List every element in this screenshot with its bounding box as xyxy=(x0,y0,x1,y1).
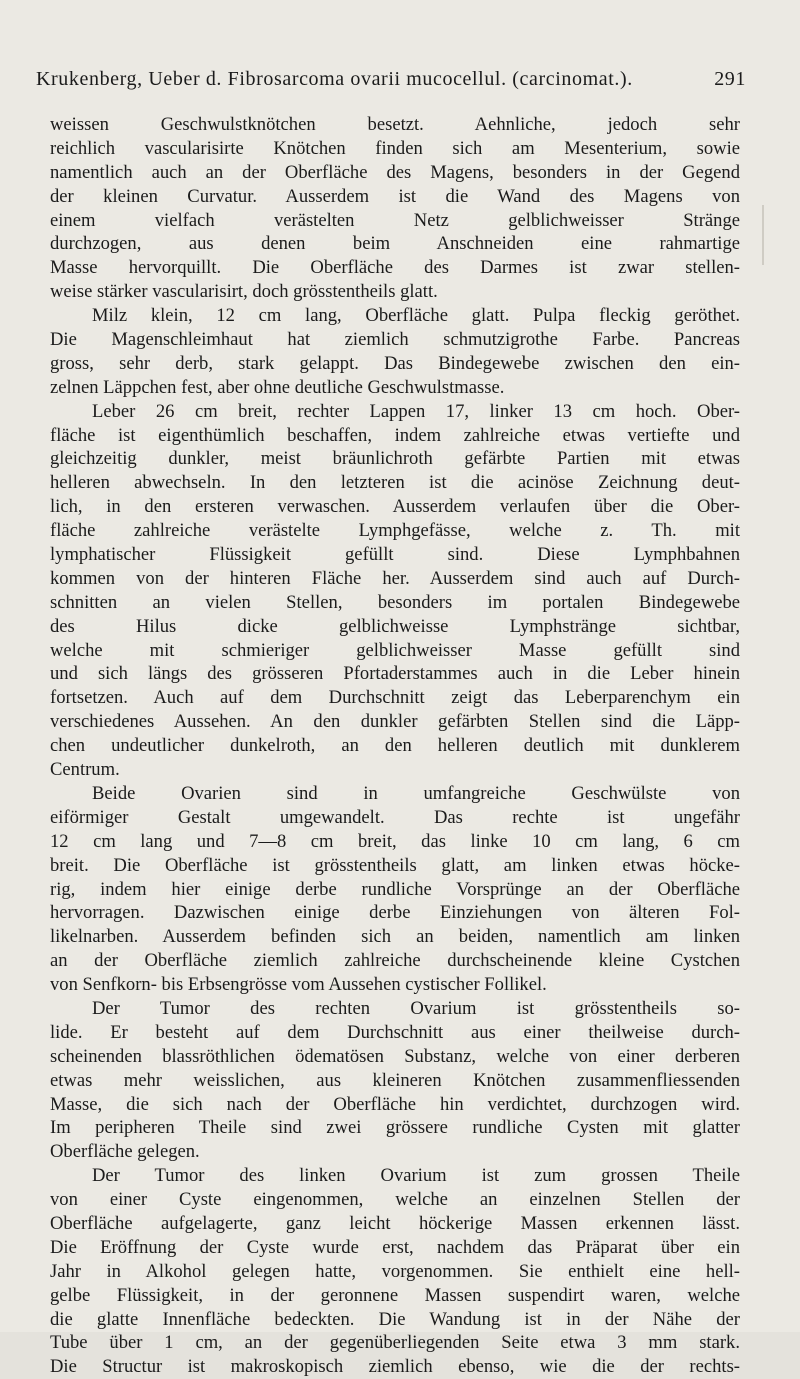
text-line: Centrum. xyxy=(50,759,120,781)
text-line: weissen Geschwulstknötchen besetzt. Aehnliche, jedoch sehr xyxy=(50,114,740,135)
text-line: Die Structur ist makroskopisch ziemlich ebenso, wie die der rechts- xyxy=(50,1356,740,1378)
text-line: und sich längs des grösseren Pfortaderstammes auch in die Leber hinein xyxy=(50,663,740,685)
text-line: reichlich vascularisirte Knötchen finden sich am Mesenterium, sowie xyxy=(50,137,740,159)
text-line: einem vielfach verästelten Netz gelblichweisser Stränge xyxy=(50,209,740,231)
paragraph-start-line: Leber 26 cm breit, rechter Lappen 17, linker 13 cm hoch. Ober- xyxy=(92,400,740,422)
text-line: Tube über 1 cm, an der gegenüberliegenden Seite etwa 3 mm stark. xyxy=(50,1332,740,1354)
text-line: 12 cm lang und 7—8 cm breit, das linke 10 cm lang, 6 cm xyxy=(50,830,740,852)
text-line: gross, sehr derb, stark gelappt. Das Bindegewebe zwischen den ein- xyxy=(50,352,740,374)
paragraph-start-line: Der Tumor des linken Ovarium ist zum grossen Theile xyxy=(92,1165,740,1187)
text-line: verschiedenes Aussehen. An den dunkler gefärbten Stellen sind die Läpp- xyxy=(50,711,740,733)
text-line: Jahr in Alkohol gelegen hatte, vorgenommen. Sie enthielt eine hell- xyxy=(50,1260,740,1282)
text-line: kommen von der hinteren Fläche her. Ausserdem sind auch auf Durch- xyxy=(50,567,740,589)
text-line: lymphatischer Flüssigkeit gefüllt sind. Diese Lymphbahnen xyxy=(50,544,740,566)
text-line: durchzogen, aus denen beim Anschneiden eine rahmartige xyxy=(50,233,740,255)
text-line: von einer Cyste eingenommen, welche an einzelnen Stellen der xyxy=(50,1189,740,1211)
text-line: Im peripheren Theile sind zwei grössere rundliche Cysten mit glatter xyxy=(50,1117,740,1139)
text-line: lide. Er besteht auf dem Durchschnitt aus einer theilweise durch- xyxy=(50,1021,740,1043)
running-title: Krukenberg, Ueber d. Fibrosarcoma ovarii mucocellul. (carcinomat.). xyxy=(36,68,633,90)
text-line: gleichzeitig dunkler, meist bräunlichroth gefärbte Partien mit etwas xyxy=(50,448,740,470)
text-line: etwas mehr weisslichen, aus kleineren Knötchen zusammenfliessenden xyxy=(50,1069,740,1091)
text-line: eiförmiger Gestalt umgewandelt. Das rechte ist ungefähr xyxy=(50,806,740,828)
text-line: Masse hervorquillt. Die Oberfläche des Darmes ist zwar stellen- xyxy=(50,257,740,279)
body-text xyxy=(50,113,740,1379)
paragraph-start-line: Der Tumor des rechten Ovarium ist grösstentheils so- xyxy=(92,997,740,1019)
text-line: gelbe Flüssigkeit, in der geronnene Massen suspendirt waren, welche xyxy=(50,1284,740,1306)
text-line: an der Oberfläche ziemlich zahlreiche durchscheinende kleine Cystchen xyxy=(50,950,740,972)
text-line: zelnen Läppchen fest, aber ohne deutliche Geschwulstmasse. xyxy=(50,376,505,398)
text-line: Die Eröffnung der Cyste wurde erst, nachdem das Präparat über ein xyxy=(50,1236,740,1258)
text-line: Masse, die sich nach der Oberfläche hin verdichtet, durchzogen wird. xyxy=(50,1093,740,1115)
text-line: fortsetzen. Auch auf dem Durchschnitt zeigt das Leberparenchym ein xyxy=(50,687,740,709)
text-line: chen undeutlicher dunkelroth, an den helleren deutlich mit dunklerem xyxy=(50,735,740,757)
text-line: schnitten an vielen Stellen, besonders im portalen Bindegewebe xyxy=(50,591,740,613)
paragraph-start-line: Beide Ovarien sind in umfangreiche Geschwülste von xyxy=(92,782,740,804)
text-line: scheinenden blassröthlichen ödematösen Substanz, welche von einer derberen xyxy=(50,1045,740,1067)
text-line: fläche ist eigenthümlich beschaffen, indem zahlreiche etwas vertiefte und xyxy=(50,424,740,446)
text-line: Die Magenschleimhaut hat ziemlich schmutzigrothe Farbe. Pancreas xyxy=(50,329,740,351)
text-line: die glatte Innenfläche bedeckten. Die Wandung ist in der Nähe der xyxy=(50,1308,740,1330)
text-line: rig, indem hier einige derbe rundliche Vorsprünge an der Oberfläche xyxy=(50,878,740,900)
text-line: weise stärker vascularisirt, doch grösstentheils glatt. xyxy=(50,281,438,303)
text-line: lich, in den ersteren verwaschen. Ausserdem verlaufen über die Ober- xyxy=(50,496,740,518)
text-line: Oberfläche aufgelagerte, ganz leicht höckerige Massen erkennen lässt. xyxy=(50,1212,740,1234)
text-line: helleren abwechseln. In den letzteren ist die acinöse Zeichnung deut- xyxy=(50,472,740,494)
text-line: likelnarben. Ausserdem befinden sich an beiden, namentlich am linken xyxy=(50,926,740,948)
text-line: des Hilus dicke gelblichweisse Lymphstränge sichtbar, xyxy=(50,615,740,637)
paragraph-start-line: Milz klein, 12 cm lang, Oberfläche glatt. Pulpa fleckig geröthet. xyxy=(92,305,740,327)
text-line: namentlich auch an der Oberfläche des Magens, besonders in der Gegend xyxy=(50,161,740,183)
text-line: fläche zahlreiche verästelte Lymphgefässe, welche z. Th. mit xyxy=(50,520,740,542)
text-line: Oberfläche gelegen. xyxy=(50,1141,200,1163)
running-header xyxy=(36,68,746,98)
text-line: welche mit schmieriger gelblichweisser Masse gefüllt sind xyxy=(50,639,740,661)
page-number: 291 xyxy=(714,68,746,90)
margin-mark xyxy=(762,205,764,265)
text-line: der kleinen Curvatur. Ausserdem ist die Wand des Magens von xyxy=(50,185,740,207)
text-line: hervorragen. Dazwischen einige derbe Einziehungen von älteren Fol- xyxy=(50,902,740,924)
text-line: von Senfkorn- bis Erbsengrösse vom Aussehen cystischer Follikel. xyxy=(50,974,547,996)
text-line: breit. Die Oberfläche ist grösstentheils glatt, am linken etwas höcke- xyxy=(50,854,740,876)
